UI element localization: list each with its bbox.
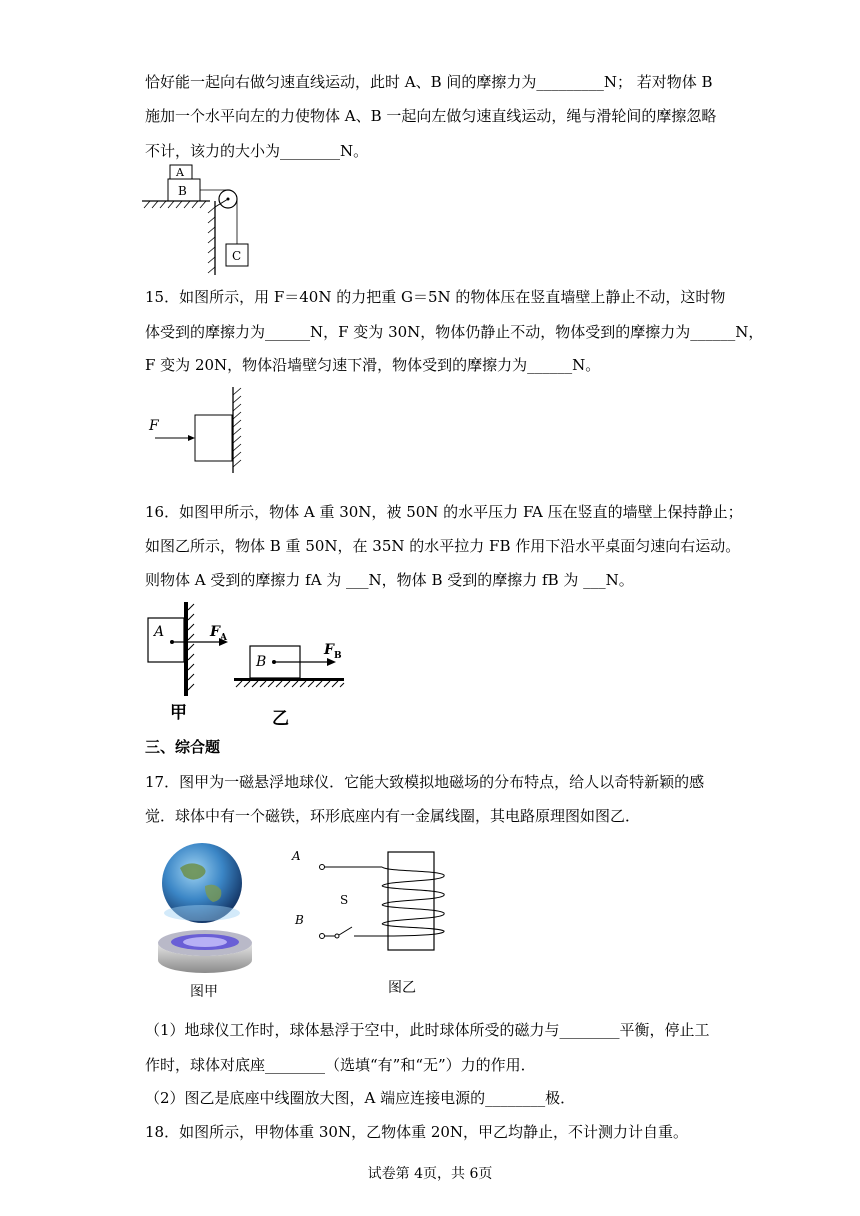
force-arrowhead: [188, 435, 195, 441]
q15-line-3: F 变为 20N，物体沿墙壁匀速下滑，物体受到的摩擦力为______N。: [145, 356, 601, 374]
base-glow-inner: [183, 937, 227, 947]
coil-windings: [382, 867, 444, 936]
q14-line-2: 施加一个水平向左的力使物体 A、B 一起向左做匀速直线运动，绳与滑轮间的摩擦忽略: [145, 107, 717, 125]
table-hatch: [144, 201, 206, 208]
block-a-jia-label: A: [154, 624, 165, 640]
q14-line-3: 不计，该力的大小为________N。: [145, 142, 369, 160]
wall-hatch: [233, 388, 241, 467]
force-fa-subscript: A: [220, 633, 227, 643]
switch-pivot: [335, 934, 339, 938]
q16-line-2: 如图乙所示，物体 B 重 50N，在 35N 的水平拉力 FB 作用下沿水平桌面匀速向右运动。: [145, 537, 741, 555]
force-fb-label: F: [324, 642, 334, 658]
q17-sub1-line-2: 作时，球体对底座________（选填“有”和“无”）力的作用．: [145, 1056, 536, 1074]
terminal-b: [320, 934, 325, 939]
wall-press-diagram: [145, 385, 250, 475]
maglev-globe-photo: [150, 838, 260, 1000]
section-heading: 三、综合题: [145, 738, 221, 756]
q14-line-1: 恰好能一起向右做匀速直线运动，此时 A、B 间的摩擦力为_________N； 若对物体 B: [145, 73, 713, 91]
q17-line-2: 觉．球体中有一个磁铁，环形底座内有一金属线圈，其电路原理图如图乙．: [145, 807, 641, 825]
wall-jia: [184, 602, 188, 696]
globe-glow: [164, 905, 240, 921]
block-a-label: A: [176, 166, 184, 179]
force-fb-subscript: B: [334, 651, 342, 661]
block-c-label: C: [232, 249, 242, 263]
q15-line-2: 体受到的摩擦力为______N，F 变为 30N，物体仍静止不动，物体受到的摩擦力为______N，: [145, 323, 764, 341]
q16-line-3: 则物体 A 受到的摩擦力 fA 为 ___N，物体 B 受到的摩擦力 fB 为 ___N。: [145, 571, 634, 589]
q15-line-1: 15．如图所示，用 F＝40N 的力把重 G＝5N 的物体压在竖直墙壁上静止不动，这时物: [145, 288, 726, 306]
caption-tujia: 图甲: [190, 984, 218, 1000]
coil-circuit-diagram: [288, 842, 498, 998]
terminal-b-label: B: [295, 913, 304, 927]
switch-label: S: [340, 893, 349, 907]
caption-yi: 乙: [272, 709, 289, 728]
caption-tuyi: 图乙: [388, 980, 416, 996]
pressed-block: [195, 415, 232, 461]
q17-sub1-line-1: （1）地球仪工作时，球体悬浮于空中，此时球体所受的磁力与________平衡，停止工: [145, 1021, 710, 1039]
q17-line-1: 17．图甲为一磁悬浮地球仪．它能大致模拟地磁场的分布特点，给人以奇特新颖的感: [145, 773, 705, 791]
q18-line: 18．如图所示，甲物体重 30N，乙物体重 20N，甲乙均静止，不计测力计自重。: [145, 1123, 689, 1141]
terminal-a-label: A: [292, 849, 301, 863]
force-fa-label: F: [210, 624, 220, 640]
switch-blade: [339, 927, 352, 935]
wall-jia-hatch: [188, 604, 194, 690]
block-b-yi-label: B: [256, 654, 267, 670]
q16-line-1: 16．如图甲所示，物体 A 重 30N，被 50N 的水平压力 FA 压在竖直的墙壁上保持静止；: [145, 503, 743, 521]
table-yi-hatch: [236, 681, 344, 687]
edge-hatch: [208, 207, 215, 273]
terminal-a: [320, 865, 325, 870]
q17-sub2-line: （2）图乙是底座中线圈放大图，A 端应连接电源的________极．: [145, 1089, 576, 1107]
pulley-diagram: [140, 163, 260, 278]
friction-diagram: [140, 600, 350, 728]
block-b-label: B: [178, 184, 187, 198]
page-footer: 试卷第 4页，共 6页: [367, 1166, 493, 1182]
force-f-label: F: [149, 418, 159, 434]
table-yi: [234, 678, 344, 681]
caption-jia: 甲: [170, 703, 187, 723]
